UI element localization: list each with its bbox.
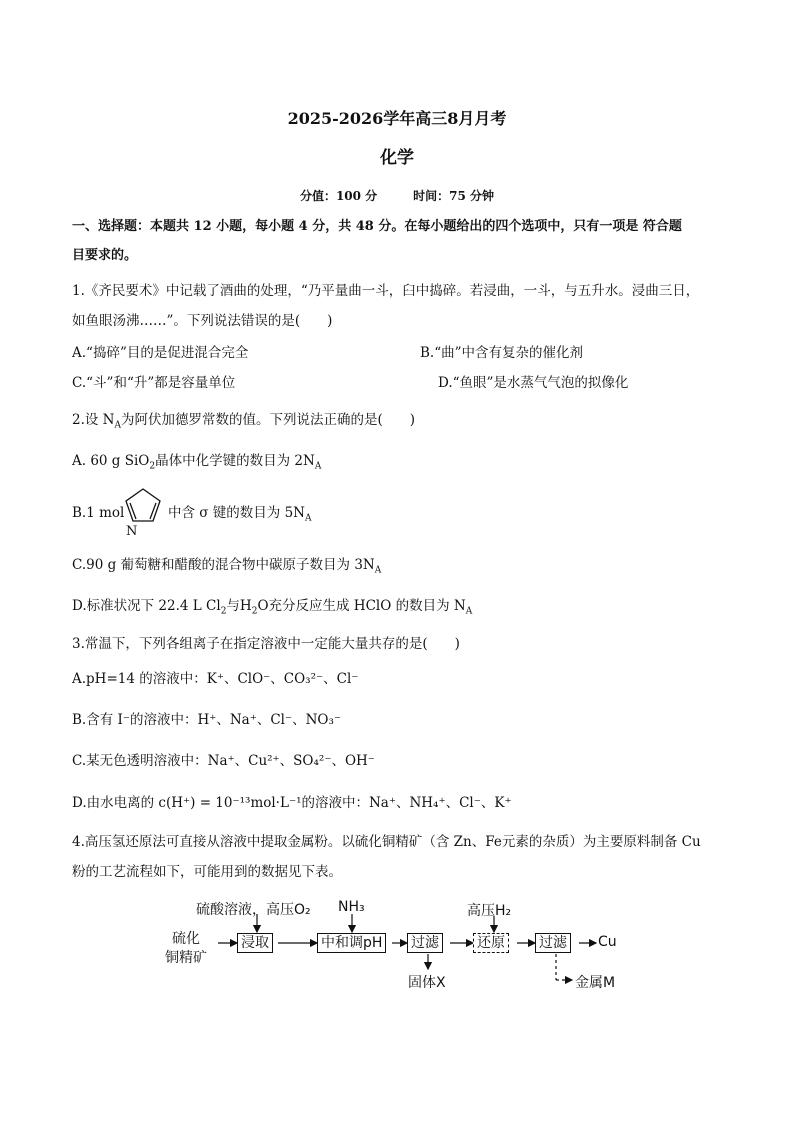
- q4-stem-line1: 4.高压氢还原法可直接从溶液中提取金属粉。以硫化铜精矿（含 Zn、Fe元素的杂质）为主要原料制备 Cu: [72, 834, 701, 850]
- q3-option-c: C.某无色透明溶液中：Na⁺、Cu²⁺、SO₄²⁻、OH⁻: [72, 753, 375, 769]
- q2-stem: 2.设 $N_A$为阿伏加德罗常数的值。下列说法正确的是( ): [72, 412, 416, 431]
- q2-option-c: C.90 g 葡萄糖和醋酸的混合物中碳原子数目为 $3N_A$: [72, 557, 382, 576]
- metal-m: 金属M: [575, 975, 616, 991]
- subject-title: 化学: [380, 148, 414, 168]
- q3-option-d: D.由水电离的 c(H⁺) = 10⁻¹³mol·L⁻¹的溶液中：Na⁺、NH₄⁺、Cl⁻、K⁺: [72, 795, 512, 811]
- q1-option-a: A.“捣碎”目的是促进混合完全: [72, 345, 249, 361]
- section-instruction-line2: 目要求的。: [72, 248, 138, 263]
- q4-stem-line2: 粉的工艺流程如下，可能用到的数据见下表。: [72, 864, 342, 880]
- q3-option-b: B.含有 I⁻的溶液中：H⁺、Na⁺、Cl⁻、NO₃⁻: [72, 712, 342, 728]
- feed-label-bottom: 铜精矿: [165, 950, 207, 966]
- pyrrole-structure: [122, 485, 166, 537]
- step-reduction: 还原: [473, 933, 509, 953]
- q1-option-d: D.“鱼眼”是水蒸气气泡的拟像化: [438, 375, 629, 391]
- solid-x: 固体X: [408, 975, 446, 991]
- q1-option-b: B.“曲”中含有复杂的催化剂: [420, 345, 584, 361]
- step-filter-1: 过滤: [407, 933, 443, 953]
- q2-option-b: B.1 mol: [72, 505, 125, 521]
- step-filter-2: 过滤: [535, 933, 571, 953]
- product-cu: Cu: [598, 934, 617, 950]
- exam-title: 2025-2026学年高三8月月考: [287, 109, 507, 128]
- q1-stem-line2: 如鱼眼汤沸……”。下列说法错误的是( ): [72, 313, 333, 329]
- q2-option-d: D.标准状况下 22.4 L $Cl_2$与$H_2O$充分反应生成 HClO 的数目为 $N_A$: [72, 598, 473, 617]
- flow-arrows: [0, 890, 794, 1000]
- reagent-hydrogen: 高压H₂: [467, 903, 512, 919]
- feed-label-top: 硫化: [172, 931, 200, 947]
- q3-stem: 3.常温下，下列各组离子在指定溶液中一定能大量共存的是( ): [72, 636, 460, 652]
- q2-option-b-text: 中含 σ 键的数目为 $5N_A$: [168, 505, 312, 524]
- reagent-acid-oxygen: 硫酸溶液，高压O₂: [196, 902, 311, 918]
- q2-option-a: A. 60 g SiO$_2$晶体中化学键的数目为 $2N_A$: [72, 453, 322, 472]
- pyrrole-n-atom: N: [126, 524, 138, 537]
- process-flow-diagram: [0, 890, 794, 1000]
- section-instruction-line1: 一、选择题：本题共 12 小题，每小题 4 分，共 48 分。在每小题给出的四个选项中，只有一项是 符合题: [72, 219, 682, 234]
- reagent-ammonia: NH₃: [338, 899, 365, 915]
- exam-meta: 分值：100 分 时间：75 分钟: [299, 189, 495, 203]
- q3-option-a: A.pH=14 的溶液中：K⁺、ClO⁻、CO₃²⁻、Cl⁻: [72, 671, 359, 687]
- q1-option-c: C.“斗”和“升”都是容量单位: [72, 375, 236, 391]
- q1-stem-line1: 1.《齐民要术》中记载了酒曲的处理，“乃平量曲一斗，臼中捣碎。若浸曲，一斗，与五升水。浸曲三日，: [72, 283, 700, 299]
- step-leaching: 浸取: [237, 933, 273, 953]
- step-neutralize-ph: 中和调pH: [317, 933, 386, 953]
